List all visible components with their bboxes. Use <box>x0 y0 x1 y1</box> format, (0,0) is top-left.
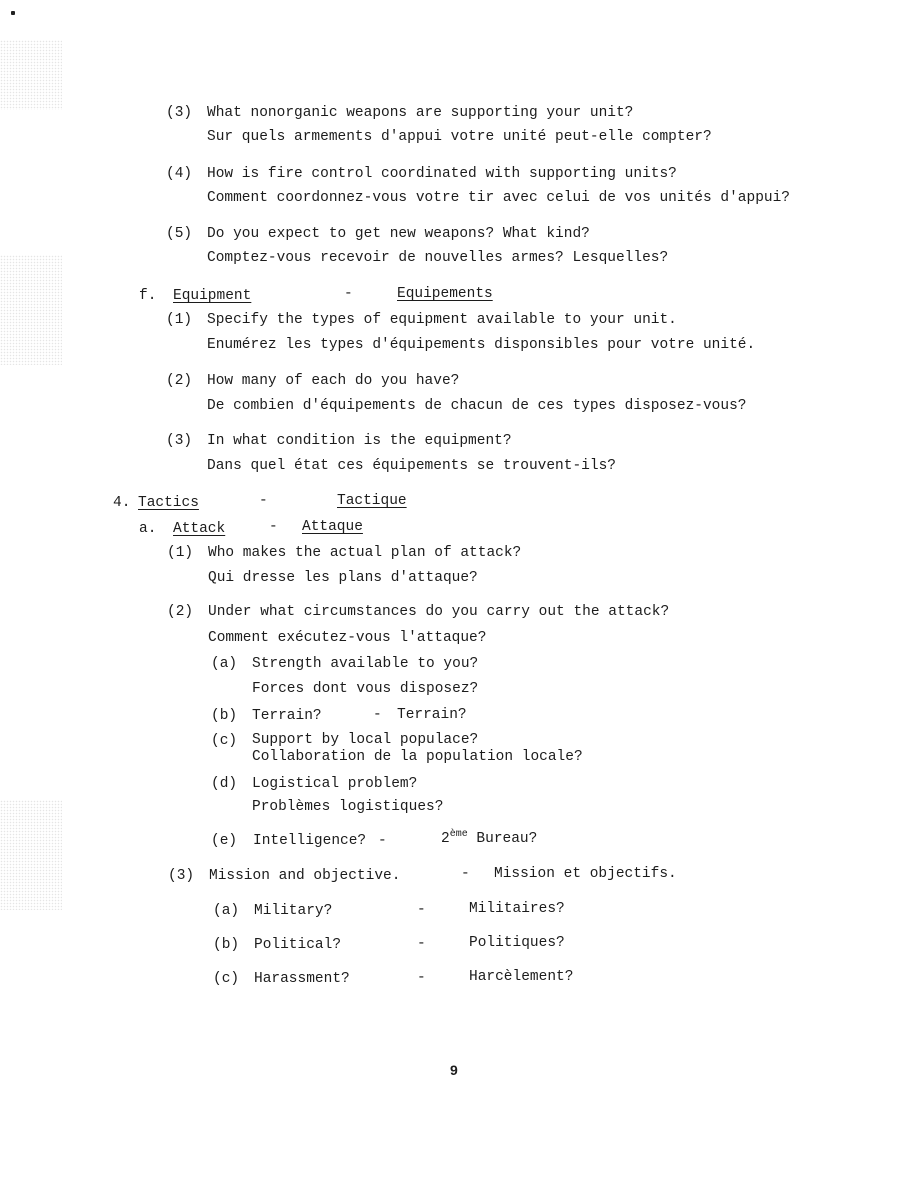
question-fr: Militaires? <box>469 901 565 917</box>
question-en: Strength available to you? <box>252 656 479 672</box>
bureau-label: Bureau? <box>476 831 538 847</box>
item-number: (3) <box>168 868 195 884</box>
item-number: (1) <box>167 545 194 561</box>
inline-dash: - <box>378 833 387 849</box>
scan-speck <box>11 11 15 15</box>
question-en: Support by local populace? <box>252 732 479 748</box>
scan-edge-texture <box>0 255 62 365</box>
section-heading-en: Tactics <box>138 495 199 511</box>
section-heading-fr: Attaque <box>302 519 363 535</box>
question-en: Harassment? <box>254 971 350 987</box>
inline-dash: - <box>417 970 426 986</box>
item-number: (2) <box>166 373 193 389</box>
item-number: (4) <box>166 166 193 182</box>
item-number: (3) <box>166 105 193 121</box>
question-fr: Comment coordonnez-vous votre tir avec celui de vos unités d'appui? <box>207 190 790 206</box>
sub-item-number: (b) <box>211 708 238 724</box>
question-fr: Forces dont vous disposez? <box>252 681 479 697</box>
item-number: (3) <box>166 433 193 449</box>
sub-item-number: (a) <box>211 656 238 672</box>
question-fr: Collaboration de la population locale? <box>252 749 583 765</box>
question-en: Mission and objective. <box>209 868 401 884</box>
sub-item-number: (a) <box>213 903 240 919</box>
question-en: Military? <box>254 903 333 919</box>
ordinal-number: 2 <box>441 831 450 847</box>
question-en: Logistical problem? <box>252 776 418 792</box>
question-fr: Mission et objectifs. <box>494 866 677 882</box>
question-en: Specify the types of equipment available to your unit. <box>207 312 677 328</box>
question-fr: Harcèlement? <box>469 969 574 985</box>
section-letter: f. <box>139 288 157 304</box>
section-heading-en: Equipment <box>173 288 252 304</box>
question-en: How is fire control coordinated with supporting units? <box>207 166 677 182</box>
question-en: What nonorganic weapons are supporting your unit? <box>207 105 634 121</box>
sub-item-number: (c) <box>213 971 240 987</box>
question-fr: Enumérez les types d'équipements disponsibles pour votre unité. <box>207 337 756 353</box>
question-fr: De combien d'équipements de chacun de ces types disposez-vous? <box>207 398 747 414</box>
question-en: In what condition is the equipment? <box>207 433 512 449</box>
question-en: Do you expect to get new weapons? What kind? <box>207 226 590 242</box>
question-fr <box>441 829 538 847</box>
question-fr: Comptez-vous recevoir de nouvelles armes? Lesquelles? <box>207 250 669 266</box>
question-en: How many of each do you have? <box>207 373 460 389</box>
question-fr: Sur quels armements d'appui votre unité peut-elle compter? <box>207 129 712 145</box>
question-fr: Politiques? <box>469 935 565 951</box>
inline-dash: - <box>417 936 426 952</box>
page-number: 9 <box>450 1062 458 1078</box>
sub-item-number: (c) <box>211 733 238 749</box>
ordinal-superscript: ème <box>449 829 468 840</box>
sub-item-number: (d) <box>211 776 238 792</box>
inline-dash: - <box>461 866 470 882</box>
heading-dash: - <box>344 286 353 302</box>
question-en: Political? <box>254 937 342 953</box>
question-fr: Comment exécutez-vous l'attaque? <box>208 630 487 646</box>
item-number: (1) <box>166 312 193 328</box>
item-number: (2) <box>167 604 194 620</box>
question-en: Under what circumstances do you carry out the attack? <box>208 604 670 620</box>
heading-dash: - <box>269 519 278 535</box>
section-letter: a. <box>139 521 157 537</box>
section-number: 4. <box>113 495 131 511</box>
question-fr: Terrain? <box>397 707 467 723</box>
question-fr: Dans quel état ces équipements se trouvent-ils? <box>207 458 616 474</box>
section-heading-en: Attack <box>173 521 226 537</box>
question-fr: Qui dresse les plans d'attaque? <box>208 570 478 586</box>
inline-dash: - <box>417 902 426 918</box>
sub-item-number: (b) <box>213 937 240 953</box>
question-en: Intelligence? <box>253 833 367 849</box>
sub-item-number: (e) <box>211 833 238 849</box>
question-en: Terrain? <box>252 708 322 724</box>
item-number: (5) <box>166 226 193 242</box>
section-heading-fr: Tactique <box>337 493 407 509</box>
scan-edge-texture <box>0 40 62 110</box>
section-heading-fr: Equipements <box>397 286 493 302</box>
scan-edge-texture <box>0 800 62 910</box>
question-en: Who makes the actual plan of attack? <box>208 545 522 561</box>
heading-dash: - <box>259 493 268 509</box>
question-fr: Problèmes logistiques? <box>252 799 444 815</box>
inline-dash: - <box>373 707 382 723</box>
